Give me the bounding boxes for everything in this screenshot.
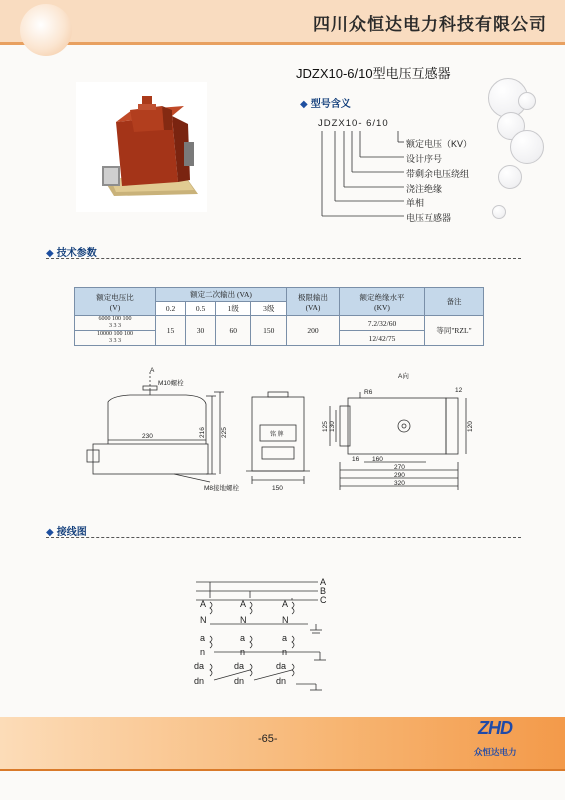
wiring-heading-text: 接线图: [56, 527, 87, 538]
dim-270: 270: [394, 464, 405, 471]
spec-value: 60: [216, 316, 251, 346]
terminal-dn: dn: [194, 676, 205, 686]
terminal-n: n: [240, 647, 246, 657]
dim-225: 225: [221, 427, 228, 438]
model-expl-cast-insulation: 浇注绝缘: [406, 184, 443, 194]
brand-logo: ZHD: [478, 718, 512, 738]
model-expl-single-phase: 单相: [406, 198, 425, 208]
spec-header-insulation-unit: (KV): [374, 302, 390, 312]
terminal-N: N: [282, 615, 289, 625]
spec-limit-value: 200: [287, 316, 340, 346]
terminal-N: N: [200, 615, 207, 625]
spec-ratio-10kv-top: 10000 100 100: [97, 331, 133, 337]
page-title: JDZX10-6/10型电压互感器: [296, 66, 451, 81]
dim-125: 125: [322, 421, 329, 432]
footer-rule: [0, 769, 565, 771]
spec-subcol: 1级: [216, 302, 251, 316]
page-number: -65-: [258, 733, 278, 745]
spec-subcol: 0.5: [186, 302, 216, 316]
terminal-A: A: [240, 599, 247, 609]
label-r6: R6: [364, 389, 373, 396]
terminal-dn: dn: [234, 676, 245, 686]
dim-120: 120: [467, 421, 474, 432]
model-expl-voltage-transformer: 电压互感器: [406, 213, 452, 223]
spec-insulation-2: 12/42/75: [340, 331, 425, 346]
diamond-icon: ◆: [46, 527, 54, 538]
dim-150: 150: [272, 485, 283, 492]
terminal-A: A: [282, 599, 289, 609]
brand-name: 众恒达电力: [474, 747, 517, 757]
spec-header-ratio-text: 额定电压比: [96, 292, 134, 302]
terminal-n: n: [282, 647, 288, 657]
tech-heading-text: 技术参数: [56, 248, 97, 259]
spec-ratio-6kv-bottom: 3 3 3: [109, 323, 121, 329]
terminal-da: da: [276, 661, 287, 671]
model-expl-rated-voltage: 额定电压（KV）: [406, 139, 473, 149]
model-code: JDZX10- 6/10: [318, 118, 389, 129]
dim-216: 216: [199, 427, 206, 438]
spec-header-limit-unit: (VA): [305, 302, 321, 312]
phase-a-label: A: [320, 577, 327, 587]
phase-c-label: C: [320, 595, 327, 605]
dim-160: 160: [372, 456, 383, 463]
spec-ratio-6kv-top: 6000 100 100: [98, 316, 132, 322]
model-heading-text: 型号含义: [310, 99, 351, 110]
spec-value: 15: [156, 316, 186, 346]
terminal-A: A: [200, 599, 207, 609]
model-expl-residual-winding: 带剩余电压绕组: [406, 169, 470, 179]
terminal-n: n: [200, 647, 206, 657]
dim-130: 130: [329, 421, 336, 432]
spec-header-insulation-text: 额定绝缘水平: [359, 292, 405, 302]
nameplate-text: 铭 牌: [270, 432, 284, 438]
spec-insulation-1: 7.2/32/60: [340, 316, 425, 331]
terminal-a: a: [282, 633, 288, 643]
spec-note-value: 等同"RZL": [425, 316, 484, 346]
terminal-a: a: [200, 633, 206, 643]
terminal-da: da: [234, 661, 245, 671]
label-m8-ground-bolt: M8接地螺栓: [204, 485, 240, 492]
dim-320: 320: [394, 480, 405, 487]
spec-header-limit-text: 极限输出: [298, 292, 328, 302]
model-expl-design-no: 设计序号: [406, 154, 443, 164]
diamond-icon: ◆: [46, 248, 54, 259]
terminal-da: da: [194, 661, 205, 671]
label-a-arrow: A: [150, 367, 155, 374]
terminal-dn: dn: [276, 676, 287, 686]
terminal-a: a: [240, 633, 246, 643]
dim-290: 290: [394, 472, 405, 479]
terminal-N: N: [240, 615, 247, 625]
spec-value: 30: [186, 316, 216, 346]
label-a-view: A向: [398, 373, 409, 380]
spec-ratio-10kv-bottom: 3 3 3: [109, 338, 121, 344]
spec-header-ratio-unit: (V): [109, 302, 121, 312]
dim-16: 16: [352, 456, 360, 463]
spec-subcol: 0.2: [156, 302, 186, 316]
dim-12: 12: [455, 387, 463, 394]
spec-header-secondary: 额定二次输出 (VA): [156, 288, 287, 302]
diamond-icon: ◆: [300, 99, 308, 110]
spec-header-note: 备注: [425, 288, 484, 316]
label-m10-bolt: M10螺栓: [158, 380, 184, 387]
spec-subcol: 3级: [251, 302, 287, 316]
phase-b-label: B: [320, 586, 327, 596]
dim-230: 230: [142, 433, 153, 440]
spec-value: 150: [251, 316, 287, 346]
company-name: 四川众恒达电力科技有限公司: [313, 15, 547, 34]
